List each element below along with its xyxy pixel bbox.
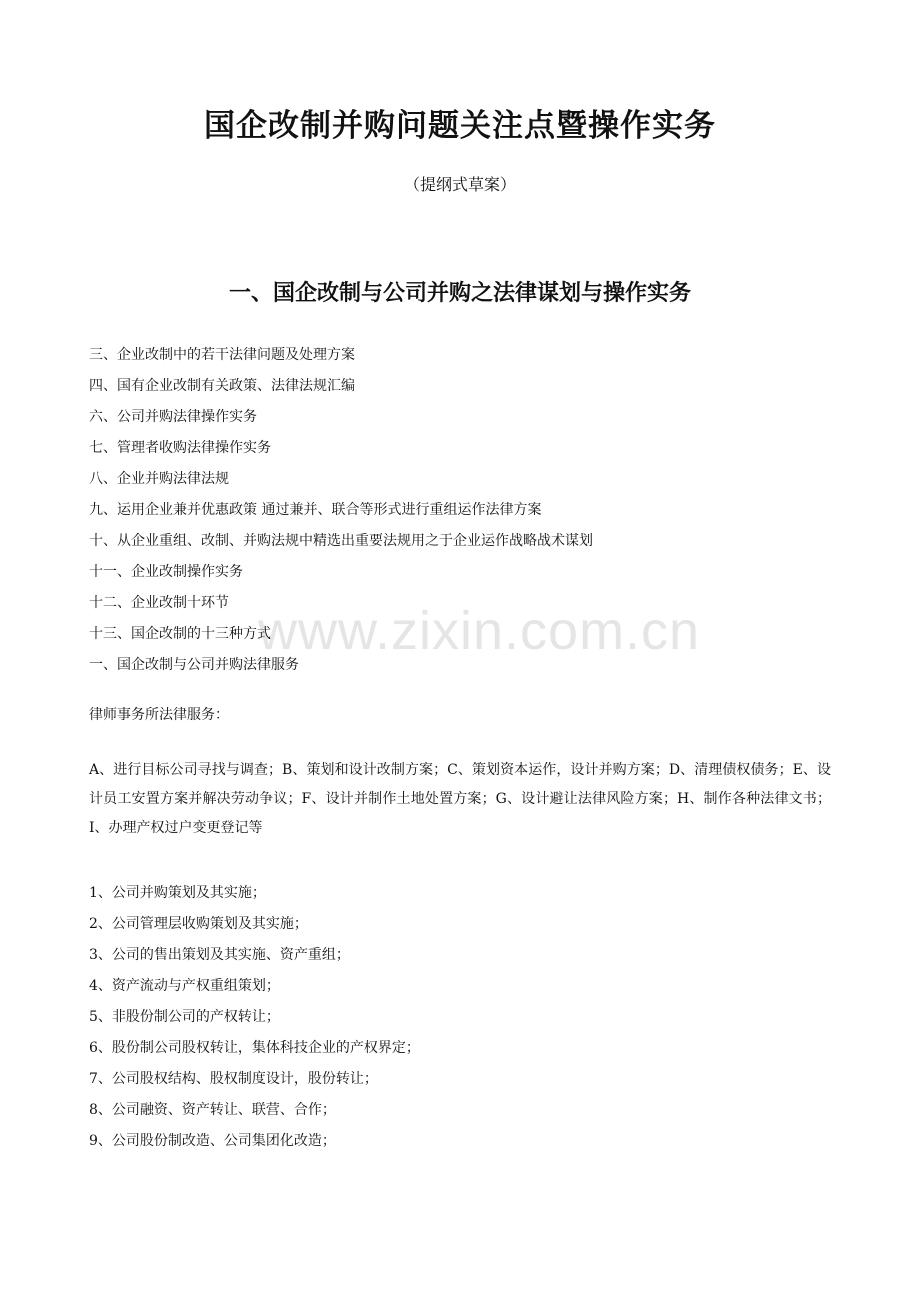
numbered-item: 2、公司管理层收购策划及其实施；	[89, 916, 308, 932]
outline-item: 三、企业改制中的若干法律问题及处理方案	[89, 347, 355, 363]
services-paragraph: A、进行目标公司寻找与调查；B、策划和设计改制方案；C、策划资本运作，设计并购方案；D、清理债权债务；E、设计员工安置方案并解决劳动争议；F、设计并制作土地处置方案；G、设计避让法律风险方案；H、制作各种法律文书；I、办理产权过户变更登记等	[89, 762, 831, 836]
outline-item: 四、国有企业改制有关政策、法律法规汇编	[89, 378, 355, 394]
numbered-list	[89, 878, 420, 1157]
numbered-item: 5、非股份制公司的产权转让；	[89, 1009, 280, 1025]
numbered-item: 9、公司股份制改造、公司集团化改造；	[89, 1133, 336, 1149]
document-title: 国企改制并购问题关注点暨操作实务	[204, 108, 716, 144]
outline-item: 十二、企业改制十环节	[89, 595, 229, 611]
numbered-item: 7、公司股权结构、股权制度设计，股份转让；	[89, 1071, 378, 1087]
outline-item: 九、运用企业兼并优惠政策 通过兼并、联合等形式进行重组运作法律方案	[89, 502, 542, 518]
outline-item: 八、企业并购法律法规	[89, 471, 229, 487]
numbered-item: 6、股份制公司股权转让，集体科技企业的产权界定；	[89, 1040, 420, 1056]
numbered-item: 1、公司并购策划及其实施；	[89, 885, 266, 901]
outline-item: 十、从企业重组、改制、并购法规中精选出重要法规用之于企业运作战略战术谋划	[89, 533, 593, 549]
section-heading: 一、国企改制与公司并购之法律谋划与操作实务	[228, 281, 691, 306]
document-subtitle: （提纲式草案）	[403, 175, 516, 194]
numbered-item: 3、公司的售出策划及其实施、资产重组；	[89, 947, 350, 963]
outline-item: 十三、国企改制的十三种方式	[89, 626, 271, 642]
outline-item: 七、管理者收购法律操作实务	[89, 440, 271, 456]
watermark: www.zixin.com.cn	[258, 601, 701, 661]
outline-item: 一、国企改制与公司并购法律服务	[89, 657, 299, 673]
numbered-item: 8、公司融资、资产转让、联营、合作；	[89, 1102, 336, 1118]
outline-list	[89, 340, 593, 681]
outline-item: 六、公司并购法律操作实务	[89, 409, 257, 425]
services-label: 律师事务所法律服务：	[89, 707, 229, 723]
numbered-item: 4、资产流动与产权重组策划；	[89, 978, 280, 994]
outline-item: 十一、企业改制操作实务	[89, 564, 243, 580]
